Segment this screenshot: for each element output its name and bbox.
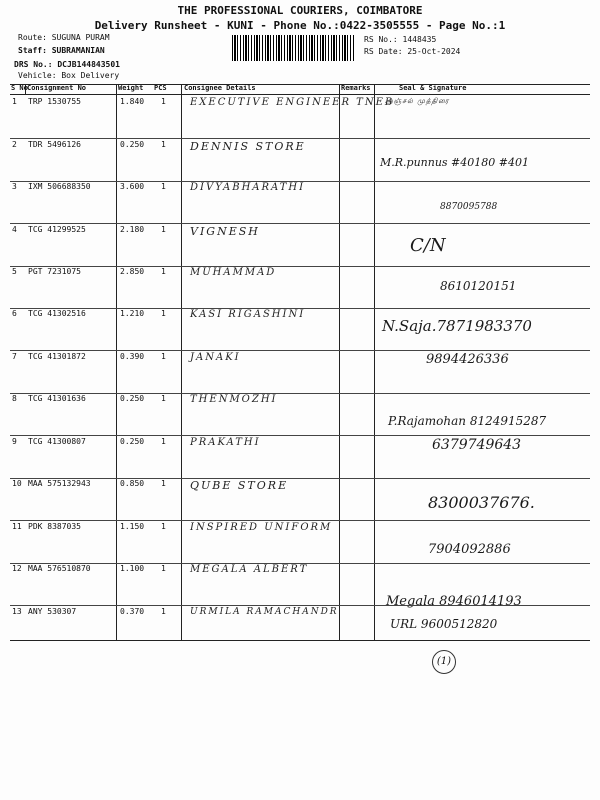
rs-no-label: RS No.: <box>364 35 398 44</box>
row-pcs: 1 <box>161 97 166 106</box>
row-weight: 1.840 <box>120 97 145 106</box>
row-consignee: DIVYABHARATHI <box>190 182 306 193</box>
row-consignment-no: TCG 41301872 <box>28 352 86 361</box>
row-consignee: MEGALA ALBERT <box>190 564 309 575</box>
col-header-weight: Weight <box>118 84 144 92</box>
row-divider <box>10 393 590 394</box>
row-sno: 9 <box>12 437 17 446</box>
row-consignment-no: MAA 575132943 <box>28 479 91 488</box>
row-consignee: EXECUTIVE ENGINEER TNEB <box>190 97 395 108</box>
drs-value: DCJB144843501 <box>57 60 120 69</box>
row-sno: 2 <box>12 140 17 149</box>
row-weight: 1.150 <box>120 522 145 531</box>
row-sno: 6 <box>12 309 17 318</box>
row-consignee: PRAKATHI <box>190 437 261 448</box>
row-sno: 5 <box>12 267 17 276</box>
row-consignee: URMILA RAMACHANDR <box>190 607 339 617</box>
row-sno: 8 <box>12 394 17 403</box>
col-divider <box>116 84 117 641</box>
row-consignee: VIGNESH <box>190 225 260 238</box>
row-consignment-no: MAA 576510870 <box>28 564 91 573</box>
row-sno: 3 <box>12 182 17 191</box>
row-sno: 7 <box>12 352 17 361</box>
row-divider <box>10 223 590 224</box>
row-signature: அஞ்சல் முத்திரை <box>385 97 450 105</box>
row-pcs: 1 <box>161 564 166 573</box>
header-bottom-border <box>10 94 590 95</box>
vehicle-line <box>18 71 119 80</box>
row-consignee: JANAKI <box>190 352 241 363</box>
row-pcs: 1 <box>161 352 166 361</box>
rs-no-value: 1448435 <box>402 35 437 44</box>
rs-no-line <box>364 35 436 44</box>
row-pcs: 1 <box>161 437 166 446</box>
col-header-remarks: Remarks <box>341 84 371 92</box>
row-consignee: DENNIS STORE <box>190 140 306 153</box>
row-weight: 3.600 <box>120 182 145 191</box>
route-value: SUGUNA PURAM <box>51 33 110 42</box>
row-weight: 0.390 <box>120 352 145 361</box>
row-pcs: 1 <box>161 394 166 403</box>
row-pcs: 1 <box>161 140 166 149</box>
col-divider <box>374 84 375 641</box>
table-top-border <box>10 84 590 85</box>
row-sno: 4 <box>12 225 17 234</box>
row-pcs: 1 <box>161 225 166 234</box>
col-divider <box>181 84 182 641</box>
row-pcs: 1 <box>161 479 166 488</box>
drs-label: DRS No.: <box>14 60 53 69</box>
row-signature: M.R.punnus #40180 #401 <box>380 156 529 169</box>
drs-line <box>14 60 120 69</box>
row-signature: 8300037676. <box>428 493 535 512</box>
col-header-pcs: PCS <box>154 84 167 92</box>
row-divider <box>10 605 590 606</box>
staff-line <box>18 46 105 55</box>
col-divider <box>339 84 340 641</box>
barcode <box>232 35 354 61</box>
route-label: Route: <box>18 33 47 42</box>
row-divider <box>10 520 590 521</box>
row-sno: 13 <box>12 607 22 616</box>
row-divider <box>10 478 590 479</box>
row-divider <box>10 138 590 139</box>
row-pcs: 1 <box>161 267 166 276</box>
col-header-sno: S No <box>11 84 28 92</box>
page-subtitle: Delivery Runsheet - KUNI - Phone No.:0422-3505555 - Page No.:1 <box>94 19 506 32</box>
table-bottom-border <box>10 640 590 641</box>
row-signature: 6379749643 <box>432 437 522 453</box>
staff-label: Staff: <box>18 46 47 55</box>
row-consignee: THENMOZHI <box>190 394 278 405</box>
row-consignment-no: TRP 1530755 <box>28 97 81 106</box>
row-sno: 11 <box>12 522 22 531</box>
rs-date-line <box>364 47 460 56</box>
row-weight: 2.850 <box>120 267 145 276</box>
row-weight: 0.250 <box>120 394 145 403</box>
row-weight: 0.250 <box>120 140 145 149</box>
row-weight: 0.850 <box>120 479 145 488</box>
vehicle-value: Box Delivery <box>61 71 120 80</box>
vehicle-label: Vehicle: <box>18 71 57 80</box>
row-consignment-no: IXM 506688350 <box>28 182 91 191</box>
row-pcs: 1 <box>161 309 166 318</box>
scan-mark: (1) <box>432 650 456 674</box>
row-sno: 10 <box>12 479 22 488</box>
route-line <box>18 33 110 42</box>
row-signature: N.Saja.7871983370 <box>382 317 532 335</box>
row-weight: 1.100 <box>120 564 145 573</box>
row-divider <box>10 266 590 267</box>
row-divider <box>10 350 590 351</box>
page-title: THE PROFESSIONAL COURIERS, COIMBATORE <box>177 4 423 17</box>
row-weight: 0.370 <box>120 607 145 616</box>
col-header-consignee: Consignee Details <box>184 84 256 92</box>
row-pcs: 1 <box>161 182 166 191</box>
row-consignment-no: TCG 41299525 <box>28 225 86 234</box>
row-consignment-no: TCG 41300807 <box>28 437 86 446</box>
col-header-signature: Seal & Signature <box>399 84 467 92</box>
rs-date-value: 25-Oct-2024 <box>407 47 461 56</box>
row-consignment-no: TCG 41302516 <box>28 309 86 318</box>
row-signature: 7904092886 <box>428 542 511 557</box>
runsheet-table <box>10 84 590 641</box>
row-weight: 1.210 <box>120 309 145 318</box>
row-signature: URL 9600512820 <box>390 617 498 631</box>
row-consignee: MUHAMMAD <box>190 267 277 278</box>
row-consignment-no: TCG 41301636 <box>28 394 86 403</box>
row-consignment-no: PGT 7231075 <box>28 267 81 276</box>
row-signature: C/N <box>410 235 446 256</box>
staff-value: SUBRAMANIAN <box>51 46 105 55</box>
row-signature: P.Rajamohan 8124915287 <box>388 414 547 428</box>
row-signature: 8870095788 <box>440 202 498 212</box>
col-header-consignment: Consignment No <box>27 84 87 92</box>
row-signature: Megala 8946014193 <box>386 594 522 609</box>
row-consignee: INSPIRED UNIFORM <box>190 522 333 533</box>
row-weight: 2.180 <box>120 225 145 234</box>
row-consignment-no: ANY 530307 <box>28 607 77 616</box>
row-consignment-no: TDR 5496126 <box>28 140 81 149</box>
rs-date-label: RS Date: <box>364 47 403 56</box>
row-weight: 0.250 <box>120 437 145 446</box>
row-consignee: KASI RIGASHINI <box>190 309 306 320</box>
row-consignment-no: PDK 8387035 <box>28 522 81 531</box>
row-divider <box>10 435 590 436</box>
row-signature: 9894426336 <box>426 352 509 367</box>
row-pcs: 1 <box>161 607 166 616</box>
row-signature: 8610120151 <box>440 279 517 293</box>
row-consignee: QUBE STORE <box>190 479 289 492</box>
row-pcs: 1 <box>161 522 166 531</box>
row-sno: 1 <box>12 97 17 106</box>
row-sno: 12 <box>12 564 22 573</box>
